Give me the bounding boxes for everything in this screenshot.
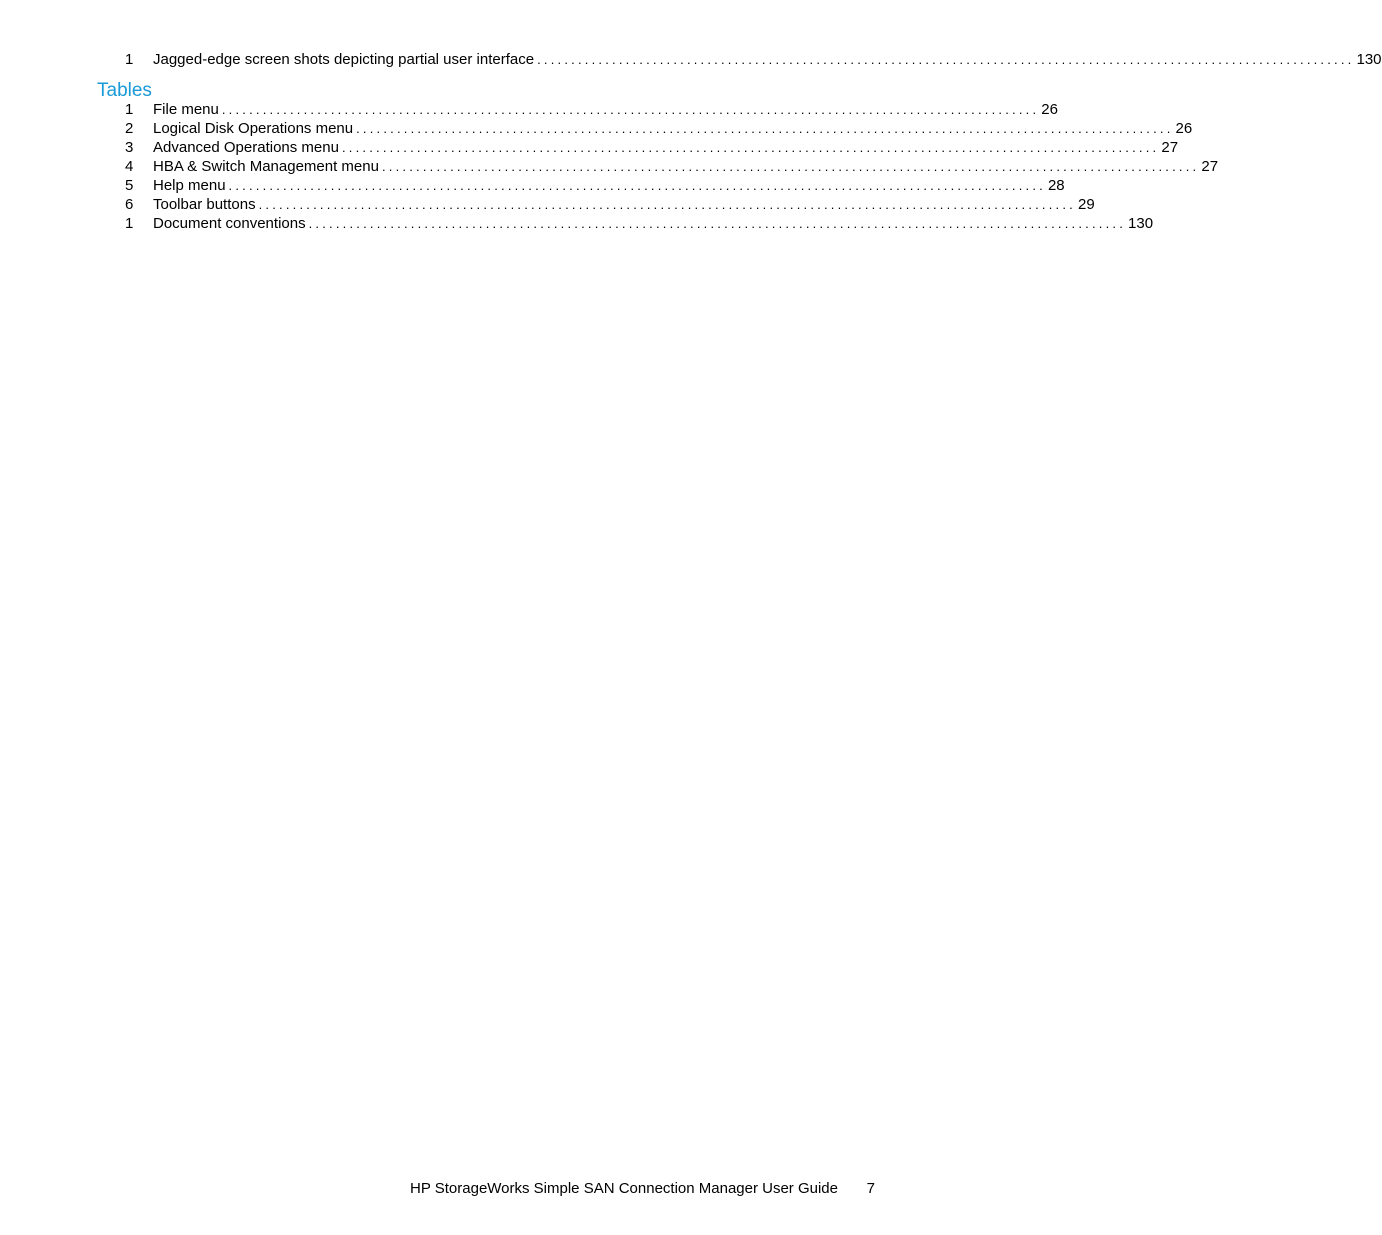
- toc-entry[interactable]: [0, 119, 1193, 138]
- entry-title: HBA & Switch Management menu: [153, 158, 379, 175]
- entry-number: 5: [125, 177, 134, 194]
- entry-page: 27: [1201, 158, 1219, 175]
- entry-number: 3: [125, 139, 134, 156]
- toc-entry[interactable]: [0, 138, 1179, 157]
- entry-number: 1: [125, 51, 134, 68]
- entry-number: 2: [125, 120, 134, 137]
- entry-number: 1: [125, 101, 134, 118]
- entry-page: 26: [1041, 101, 1058, 118]
- dot-leader: ........................................................................................................................: [308, 216, 1127, 231]
- dot-leader: ........................................................................................................................: [221, 102, 1040, 117]
- toc-entry[interactable]: [0, 157, 1219, 176]
- toc-entry[interactable]: [0, 100, 1058, 119]
- dot-leader: ........................................................................................................................: [537, 52, 1355, 67]
- entry-title: File menu: [153, 101, 219, 118]
- entry-title: Document conventions: [153, 215, 306, 232]
- list-of-tables: [0, 100, 1219, 233]
- entry-page: 29: [1078, 196, 1095, 213]
- entry-title: Toolbar buttons: [153, 196, 256, 213]
- toc-entry[interactable]: [0, 214, 1154, 233]
- toc-entry[interactable]: [0, 195, 1095, 214]
- entry-title: Logical Disk Operations menu: [153, 120, 354, 137]
- dot-leader: ........................................................................................................................: [228, 178, 1046, 193]
- list-of-figures: [0, 50, 1382, 69]
- entry-title: Help menu: [153, 177, 226, 194]
- entry-title: Jagged-edge screen shots depicting partial user interface: [153, 51, 535, 68]
- page-footer: [0, 1179, 954, 1199]
- dot-leader: ........................................................................................................................: [341, 140, 1160, 155]
- dot-leader: ........................................................................................................................: [356, 121, 1174, 136]
- tables-heading: Tables: [97, 80, 152, 101]
- entry-number: 4: [125, 158, 134, 175]
- entry-page: 27: [1161, 139, 1179, 156]
- footer-doc-title: HP StorageWorks Simple SAN Connection Manager User Guide: [410, 1180, 838, 1197]
- entry-number: 6: [125, 196, 134, 213]
- dot-leader: ........................................................................................................................: [258, 197, 1076, 212]
- entry-title: Advanced Operations menu: [153, 139, 339, 156]
- entry-page: 130: [1128, 215, 1154, 232]
- footer-page-number: 7: [866, 1180, 875, 1197]
- toc-entry[interactable]: [0, 176, 1065, 195]
- entry-page: 28: [1047, 177, 1065, 194]
- entry-page: 26: [1175, 120, 1193, 137]
- entry-number: 1: [125, 215, 134, 232]
- toc-entry[interactable]: [0, 50, 1382, 69]
- dot-leader: ........................................................................................................................: [381, 159, 1200, 174]
- entry-page: 130: [1356, 51, 1382, 68]
